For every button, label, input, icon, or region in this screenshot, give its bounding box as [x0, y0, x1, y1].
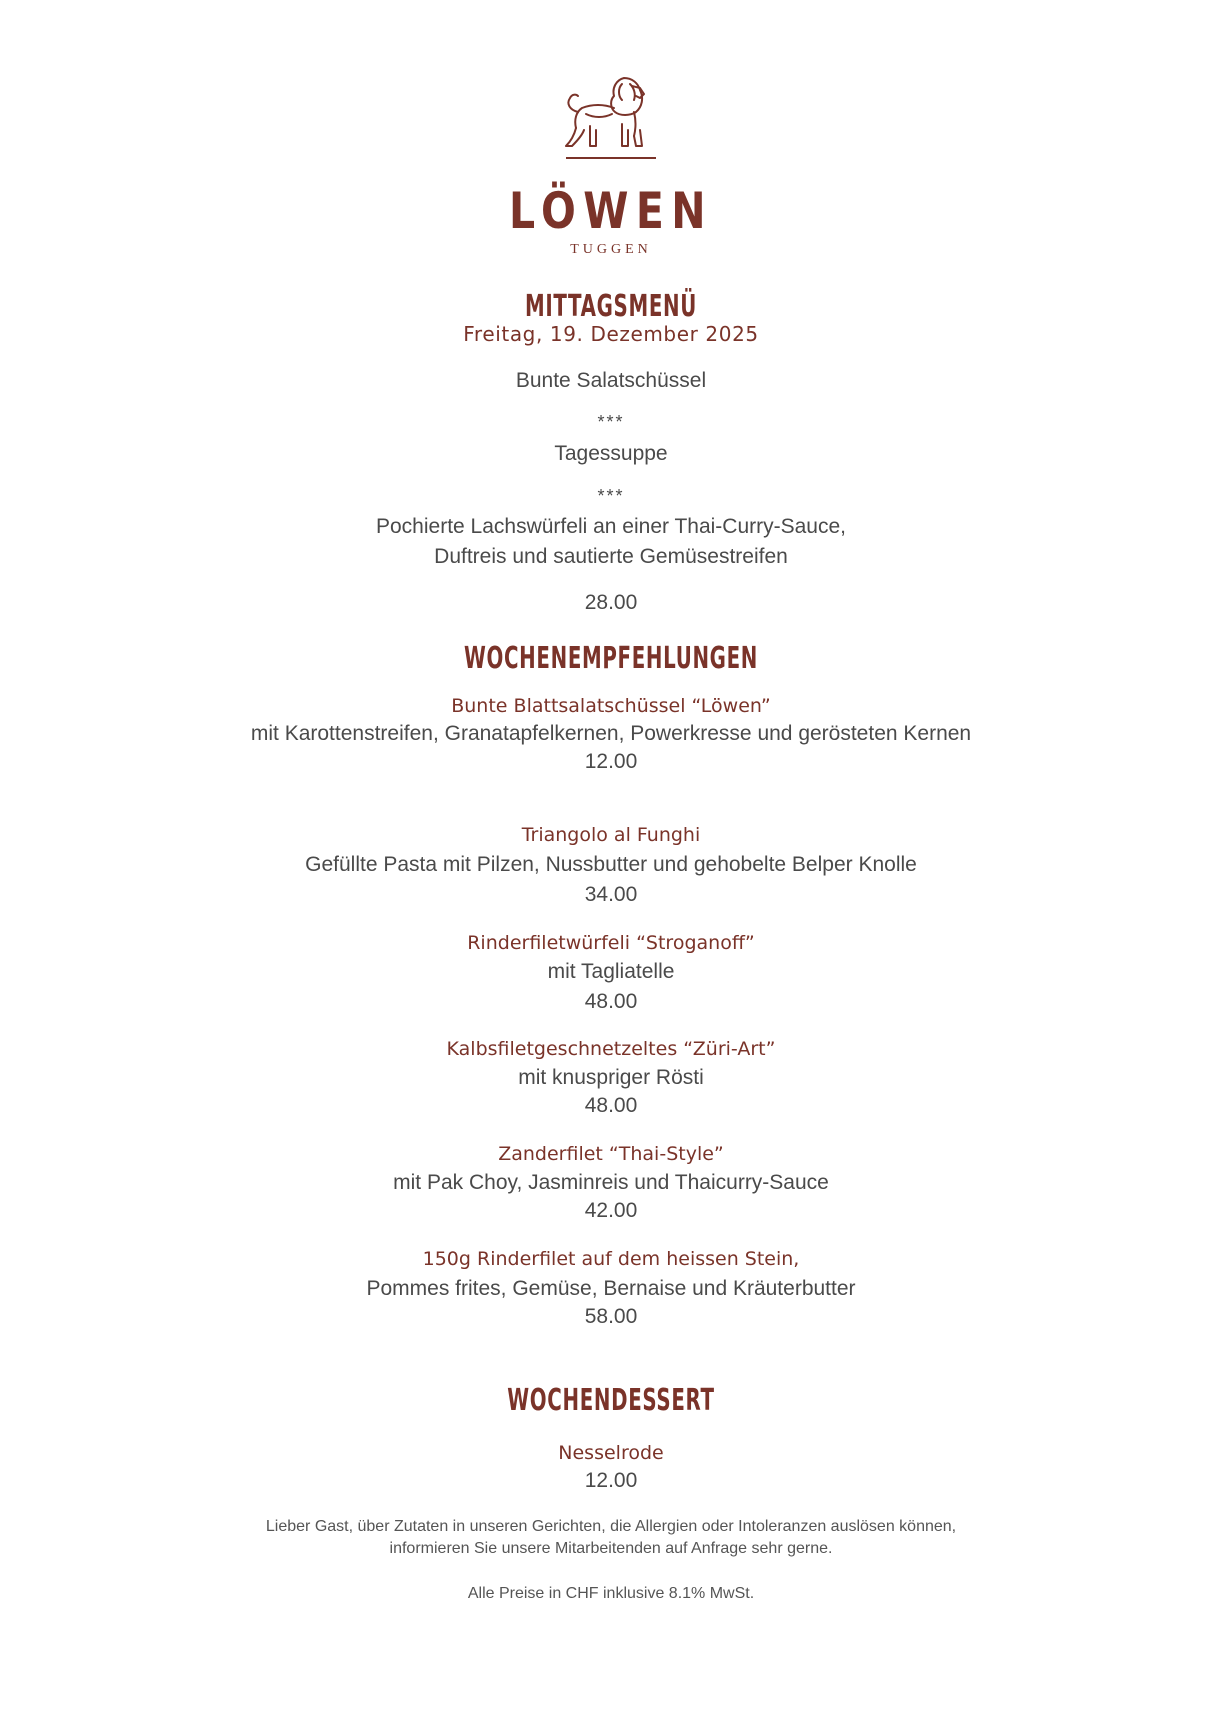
weekly-item-description: mit Karottenstreifen, Granatapfelkernen, Powerkresse und gerösteten Kernen [250, 722, 972, 745]
weekly-item-name: Kalbsfiletgeschnetzeltes “Züri-Art” [446, 1038, 776, 1060]
weekly-item-description: Pommes frites, Gemüse, Bernaise und Kräuterbutter [366, 1277, 856, 1300]
brand-wordmark: LÖWEN [509, 182, 713, 240]
brand-location: TUGGEN [570, 242, 652, 257]
weekly-item-price: 42.00 [584, 1199, 638, 1222]
lunch-date: Freitag, 19. Dezember 2025 [463, 322, 759, 346]
weekly-item-name: Rinderfiletwürfeli “Stroganoff” [467, 932, 755, 954]
weekly-item-name: Bunte Blattsalatschüssel “Löwen” [451, 695, 771, 717]
lunch-main-line2: Duftreis und sautierte Gemüsestreifen [434, 545, 788, 568]
weekly-item-description: mit Pak Choy, Jasminreis und Thaicurry-Sauce [393, 1171, 829, 1194]
weekly-item-price: 12.00 [584, 750, 638, 773]
lion-icon [560, 74, 662, 166]
lunch-heading: MITTAGSMENÜ [525, 289, 697, 324]
course-separator: *** [597, 412, 625, 432]
weekly-item-name: Zanderfilet “Thai-Style” [498, 1143, 724, 1165]
course-separator: *** [597, 486, 625, 506]
weekly-item-price: 48.00 [584, 1094, 638, 1117]
weekly-item-price: 58.00 [584, 1305, 638, 1328]
lunch-course-salad: Bunte Salatschüssel [515, 369, 707, 392]
lunch-main-line1: Pochierte Lachswürfeli an einer Thai-Curry-Sauce, [376, 515, 846, 538]
weekly-item-name: 150g Rinderfilet auf dem heissen Stein, [422, 1248, 800, 1270]
weekly-item-price: 34.00 [584, 883, 638, 906]
weekly-item-description: Gefüllte Pasta mit Pilzen, Nussbutter und gehobelte Belper Knolle [305, 853, 917, 876]
weekly-item-price: 48.00 [584, 990, 638, 1013]
dessert-heading: WOCHENDESSERT [507, 1383, 715, 1418]
dessert-name: Nesselrode [558, 1442, 664, 1464]
weekly-heading: WOCHENEMPFEHLUNGEN [463, 641, 759, 676]
lunch-price: 28.00 [584, 591, 638, 614]
dessert-price: 12.00 [584, 1469, 638, 1492]
weekly-item-name: Triangolo al Funghi [521, 824, 701, 846]
weekly-item-description: mit knuspriger Rösti [518, 1066, 704, 1089]
prices-note: Alle Preise in CHF inklusive 8.1% MwSt. [467, 1585, 755, 1602]
allergy-note-line2: informieren Sie unsere Mitarbeitenden auf Anfrage sehr gerne. [389, 1540, 833, 1557]
weekly-item-description: mit Tagliatelle [547, 960, 675, 983]
lunch-course-soup: Tagessuppe [554, 442, 668, 465]
allergy-note-line1: Lieber Gast, über Zutaten in unseren Gerichten, die Allergien oder Intoleranzen auslösen können, [265, 1518, 957, 1535]
